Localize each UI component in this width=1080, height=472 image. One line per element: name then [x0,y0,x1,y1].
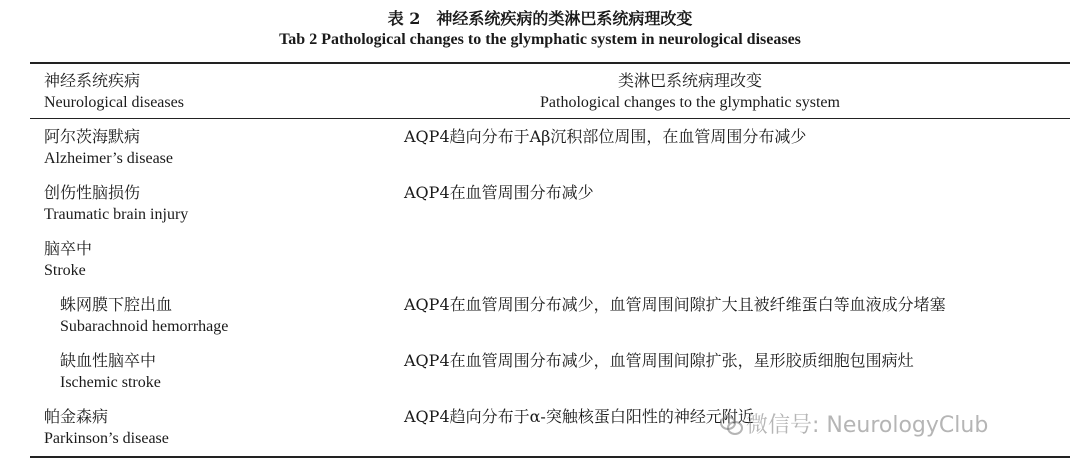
disease-name-en: Traumatic brain injury [44,206,189,223]
disease-cell [44,238,92,282]
disease-name-en: Ischemic stroke [60,374,161,391]
header-change-column [430,70,950,114]
change-cell: AQP4在血管周围分布减少，血管周围间隙扩张，星形胶质细胞包围病灶 [404,351,914,370]
disease-name-en: Subarachnoid hemorrhage [60,318,229,335]
disease-cell [60,350,161,394]
change-cell: AQP4在血管周围分布减少，血管周围间隙扩大且被纤维蛋白等血液成分堵塞 [404,295,946,314]
bottom-rule [30,456,1070,458]
disease-name-cn: 缺血性脑卒中 [60,351,157,370]
disease-name-cn: 帕金森病 [44,407,109,426]
disease-name-en: Parkinson’s disease [44,430,169,447]
disease-cell [60,294,228,338]
disease-name-cn: 蛛网膜下腔出血 [60,295,173,314]
header-disease-en: Neurological diseases [44,94,184,111]
table-caption-en: Tab 2 Pathological changes to the glymphatic system in neurological diseases [279,31,801,48]
disease-name-en: Stroke [44,262,86,279]
change-cell: AQP4趋向分布于α-突触核蛋白阳性的神经元附近 [404,407,754,426]
change-cell: AQP4趋向分布于Aβ沉积部位周围，在血管周围分布减少 [404,127,807,146]
header-disease-column [44,70,184,114]
watermark [720,408,988,439]
header-disease-cn: 神经系统疾病 [44,71,141,90]
wechat-icon [720,416,742,434]
disease-cell [44,406,169,450]
top-rule [30,62,1070,64]
change-cell: AQP4在血管周围分布减少 [404,183,594,202]
table-caption-cn: 表 2 神经系统疾病的类淋巴系统病理改变 [387,9,693,28]
header-change-en: Pathological changes to the glymphatic system [540,94,840,111]
watermark-text: 微信号: NeurologyClub [746,413,989,438]
disease-name-cn: 创伤性脑损伤 [44,183,141,202]
disease-name-cn: 脑卒中 [44,239,93,258]
header-rule [30,118,1070,119]
disease-name-cn: 阿尔茨海默病 [44,127,141,146]
disease-cell [44,126,173,170]
disease-name-en: Alzheimer’s disease [44,150,173,167]
header-change-cn: 类淋巴系统病理改变 [617,71,762,90]
disease-cell [44,182,188,226]
